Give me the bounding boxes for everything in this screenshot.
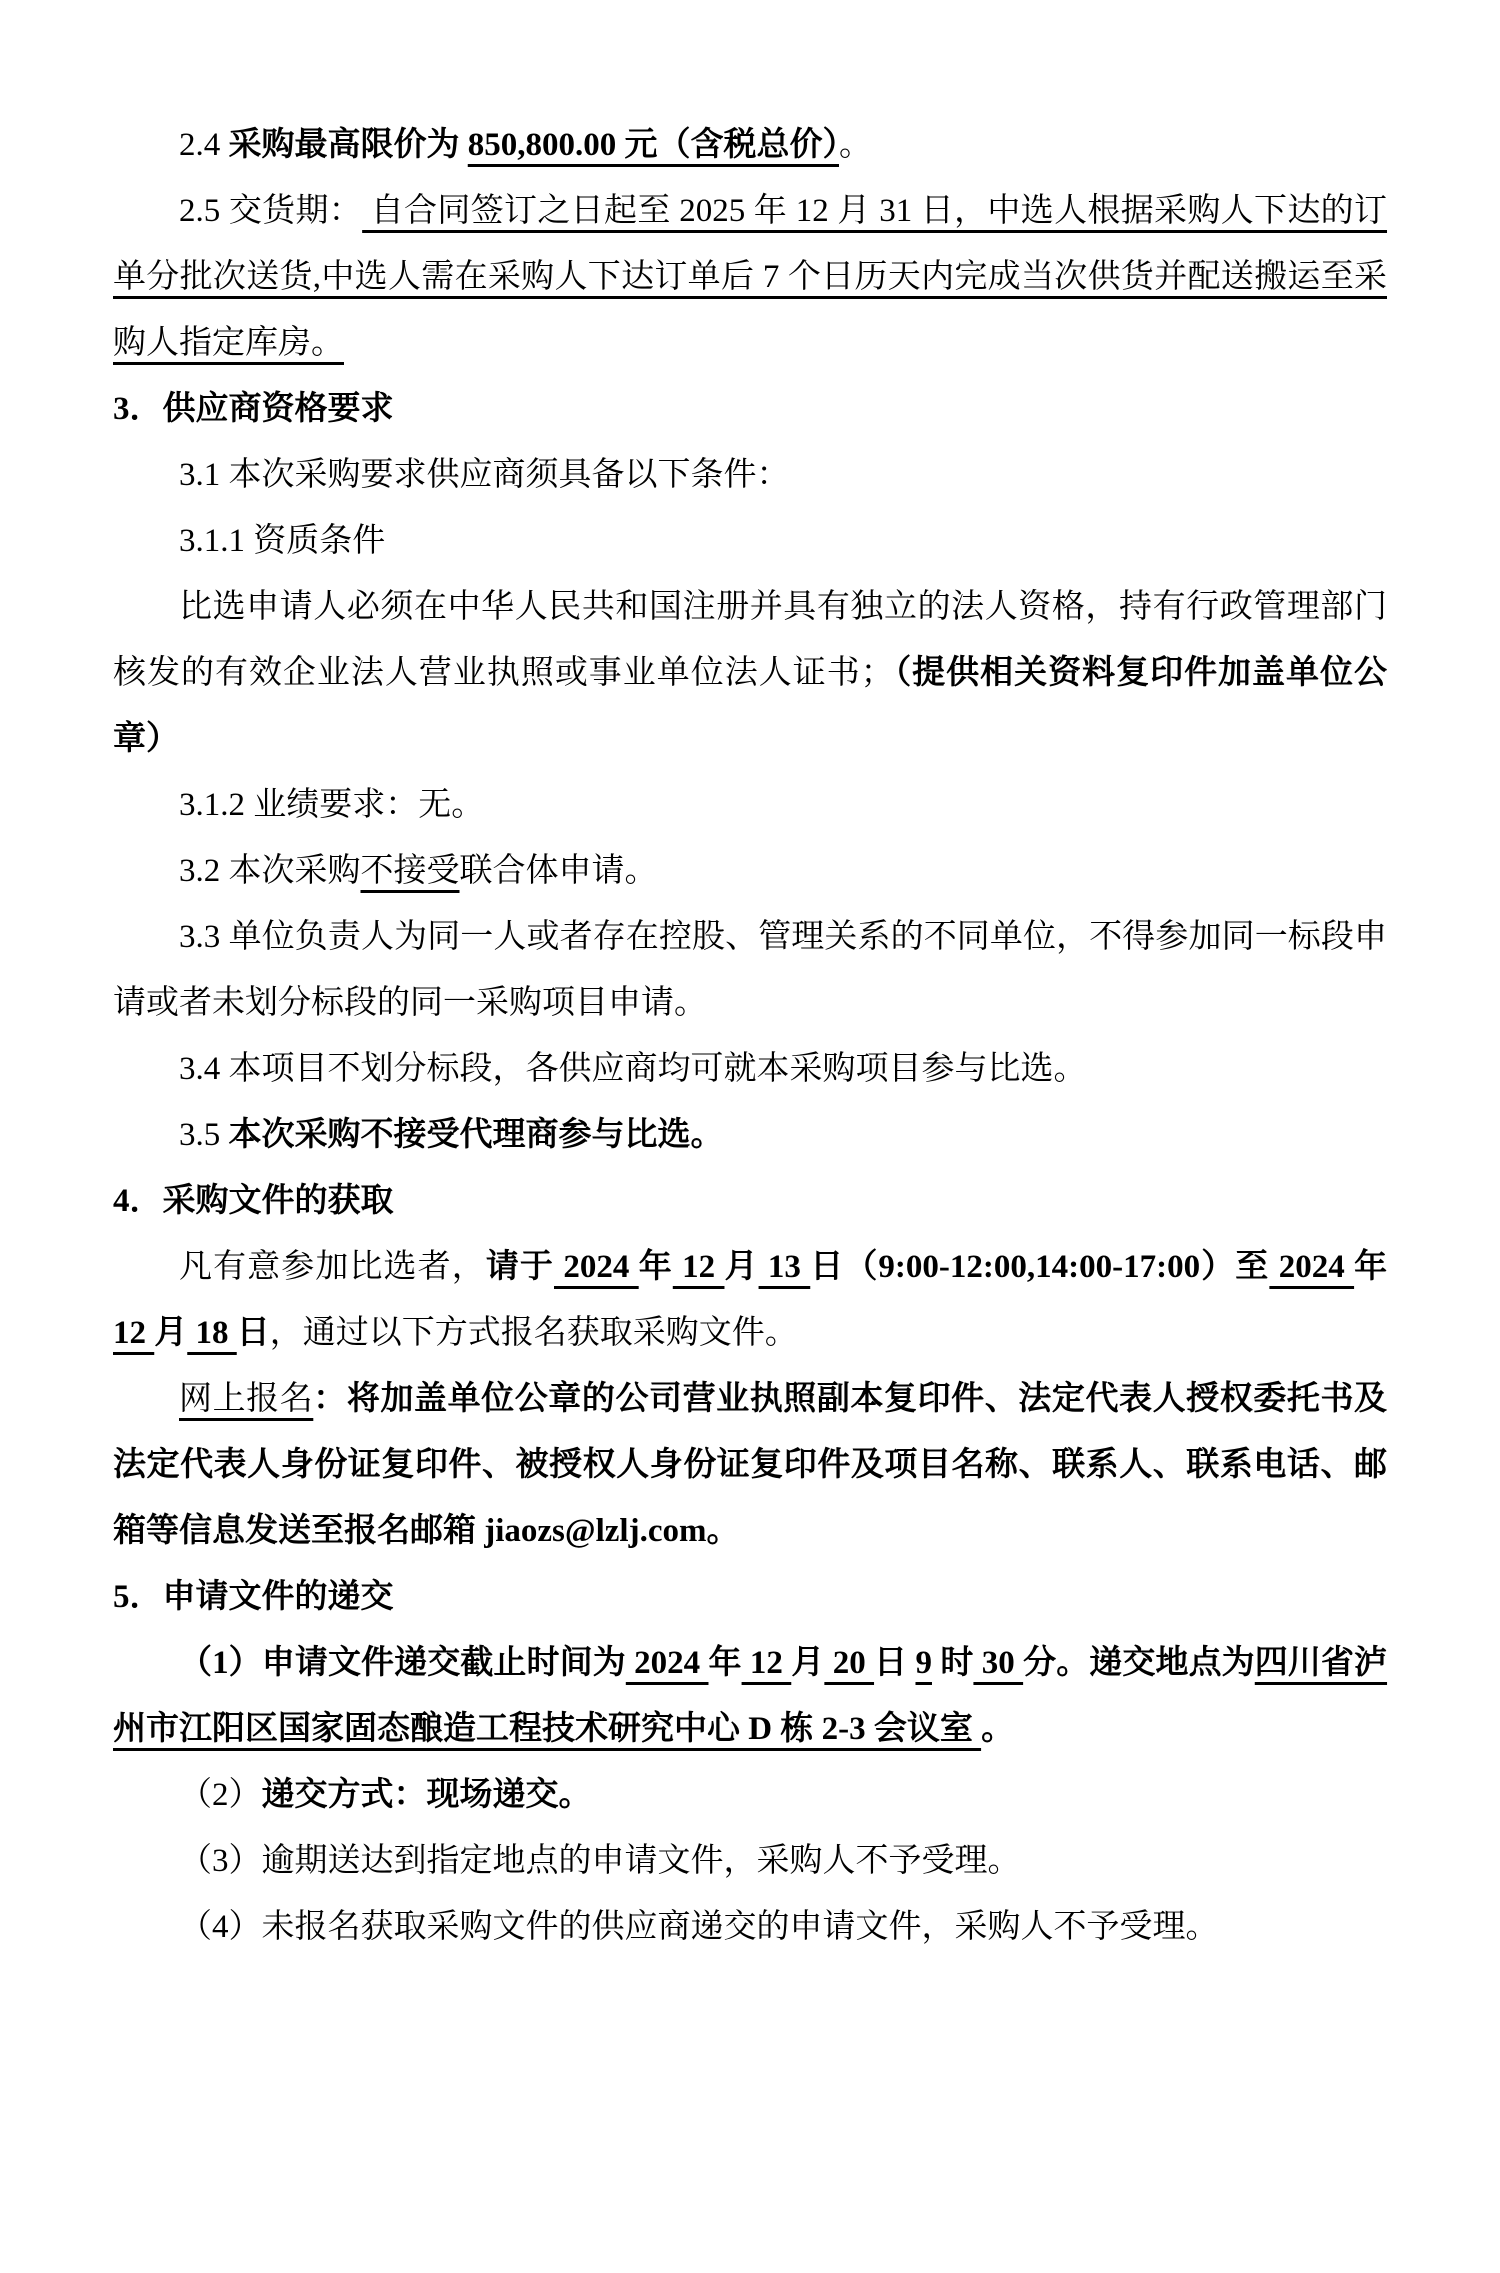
- section-4-heading: [113, 1168, 1387, 1234]
- text-run: 将加盖单位公章的公司营业执照副本复印件、法定代表人授权委托书及法定代表人身份证复印件、被授权人身份证复印件及项目名称、联系人、联系电话、邮箱等信息发送至报名邮箱 jiaozs@lzlj.com。: [113, 1381, 1388, 1549]
- text-run: 12: [672, 1249, 725, 1285]
- text-run: 月: [724, 1249, 759, 1285]
- text-run: 联合体申请。: [459, 853, 658, 889]
- clause-2-4-max-price: [113, 112, 1387, 178]
- text-run: 3.1.2 业绩要求：无。: [179, 787, 485, 823]
- text-run: （4）未报名获取采购文件的供应商递交的申请文件，采购人不予受理。: [179, 1909, 1219, 1945]
- text-run: （1）申请文件递交截止时间为: [179, 1645, 626, 1681]
- clause-2-5-delivery-period: [113, 178, 1387, 376]
- text-run: 2.5 交货期：: [179, 193, 363, 229]
- text-run: 比选申请人必须在中华人民共和国注册并具有独立的法人资格，持有行政管理部门核发的有效企业法人营业执照或事业单位法人证书；: [113, 589, 1387, 691]
- clause-5-4-unregistered: [113, 1894, 1387, 1960]
- text-run: 9: [915, 1645, 932, 1681]
- text-run: （2）: [179, 1777, 262, 1813]
- text-run: 3．供应商资格要求: [113, 391, 394, 427]
- clause-4-online-registration: [113, 1366, 1387, 1564]
- text-run: 自合同签订之日起至 2025 年 12 月 31 日，中选人根据采购人下达的订单分批次送货,中选人需在采购人下达订单后 7 个日历天内完成当次供货并配送搬运至采购人指定库房。: [113, 193, 1388, 361]
- text-run: 5．申请文件的递交: [113, 1579, 394, 1615]
- text-run: 至: [1235, 1249, 1270, 1285]
- text-run: 不接受: [360, 853, 460, 889]
- text-run: 3.5: [179, 1117, 229, 1153]
- text-run: 20: [824, 1645, 875, 1681]
- text-run: 3.4 本项目不划分标段，各供应商均可就本采购项目参与比选。: [179, 1051, 1087, 1087]
- text-run: 3.1 本次采购要求供应商须具备以下条件：: [179, 457, 790, 493]
- text-run: 3.2 本次采购: [179, 853, 361, 889]
- clause-3-1-2: [113, 772, 1387, 838]
- clause-5-3-late-delivery: [113, 1828, 1387, 1894]
- text-run: 凡有意参加比选者，: [179, 1249, 486, 1285]
- text-run: （提供相关资料复印件加盖单位公章）: [113, 655, 1388, 757]
- clause-3-5: [113, 1102, 1387, 1168]
- text-run: 3.1.1 资质条件: [179, 523, 386, 559]
- text-run: 请于: [485, 1249, 554, 1285]
- text-run: 。: [839, 127, 872, 163]
- text-run: 18: [187, 1315, 237, 1351]
- text-run: 12: [741, 1645, 792, 1681]
- text-run: 2.4: [179, 127, 229, 163]
- text-run: 年: [708, 1645, 742, 1681]
- text-run: 采购最高限价为: [228, 127, 468, 163]
- document-body: [113, 112, 1387, 1960]
- text-run: 850,800.00 元（含税总价）: [467, 127, 839, 163]
- text-run: 网上报名: [179, 1381, 314, 1417]
- text-run: 本次采购不接受代理商参与比选。: [228, 1117, 724, 1153]
- clause-5-1-deadline-location: [113, 1630, 1387, 1762]
- text-run: 月: [154, 1315, 188, 1351]
- clause-3-4: [113, 1036, 1387, 1102]
- text-run: ，通过以下方式报名获取采购文件。: [269, 1315, 798, 1351]
- text-run: 3.3 单位负责人为同一人或者存在控股、管理关系的不同单位，不得参加同一标段申请或者未划分标段的同一采购项目申请。: [113, 919, 1387, 1021]
- text-run: 日: [236, 1315, 270, 1351]
- text-run: 时: [931, 1645, 974, 1681]
- clause-3-2: [113, 838, 1387, 904]
- text-run: 2024: [625, 1645, 709, 1681]
- clause-3-1-1-detail: [113, 574, 1387, 772]
- text-run: 递交地点为: [1089, 1645, 1255, 1681]
- text-run: 。: [981, 1711, 1015, 1747]
- text-run: 四川省泸州市江阳区国家固态酿造工程技术研究中心 D 栋 2-3 会议室: [113, 1645, 1388, 1747]
- text-run: 日: [874, 1645, 916, 1681]
- text-run: （3）逾期送达到指定地点的申请文件，采购人不予受理。: [179, 1843, 1021, 1879]
- text-run: 13: [758, 1249, 811, 1285]
- text-run: 日（9:00-12:00,14:00-17:00）: [810, 1249, 1236, 1285]
- text-run: 2024: [554, 1249, 639, 1285]
- text-run: ：: [313, 1381, 347, 1417]
- text-run: 12: [113, 1315, 155, 1351]
- section-5-heading: [113, 1564, 1387, 1630]
- text-run: 年: [638, 1249, 673, 1285]
- clause-4-registration-period: [113, 1234, 1387, 1366]
- clause-3-1-1: [113, 508, 1387, 574]
- text-run: 30: [973, 1645, 1024, 1681]
- clause-3-1: [113, 442, 1387, 508]
- text-run: 4．采购文件的获取: [113, 1183, 394, 1219]
- section-3-heading: [113, 376, 1387, 442]
- text-run: 递交方式：现场递交。: [261, 1777, 592, 1813]
- text-run: 分。: [1023, 1645, 1090, 1681]
- text-run: 年: [1354, 1249, 1388, 1285]
- clause-3-3: [113, 904, 1387, 1036]
- text-run: 月: [791, 1645, 825, 1681]
- clause-5-2-delivery-method: [113, 1762, 1387, 1828]
- text-run: 2024: [1269, 1249, 1355, 1285]
